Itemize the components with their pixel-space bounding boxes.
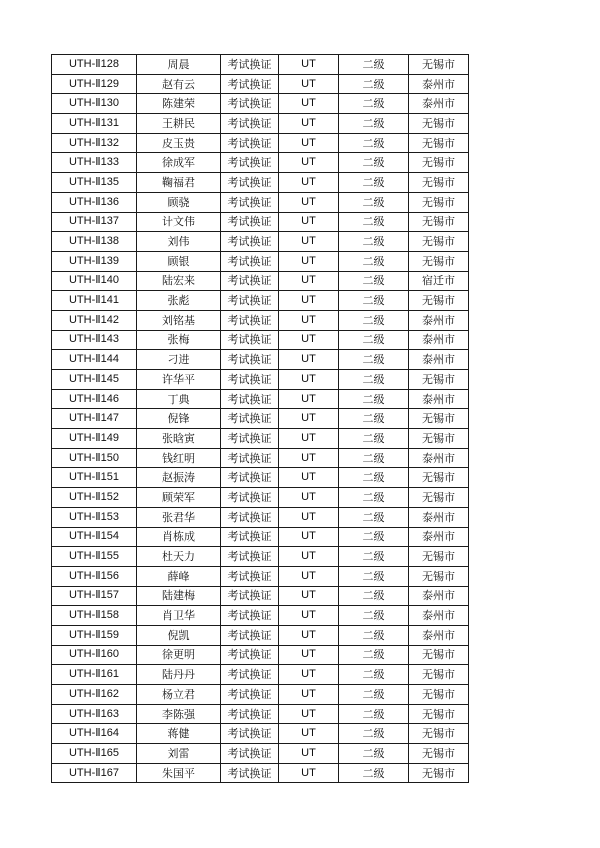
level-cell: 二级 [339,389,409,409]
table-body [52,55,469,783]
table-row [52,74,469,94]
person-name-cell: 倪锋 [137,409,221,429]
person-name-cell: 肖栋成 [137,527,221,547]
table-row [52,448,469,468]
person-name-cell: 薛峰 [137,566,221,586]
level-cell: 二级 [339,74,409,94]
method-cell: UT [279,271,339,291]
level-cell: 二级 [339,153,409,173]
table-row [52,330,469,350]
certificate-number-cell: UTH-Ⅱ159 [52,625,137,645]
table-row [52,429,469,449]
level-cell: 二级 [339,645,409,665]
city-cell: 无锡市 [409,173,469,193]
certificate-number-cell: UTH-Ⅱ132 [52,133,137,153]
table-row [52,547,469,567]
exam-type-cell: 考试换证 [221,114,279,134]
level-cell: 二级 [339,350,409,370]
city-cell: 泰州市 [409,448,469,468]
method-cell: UT [279,409,339,429]
person-name-cell: 肖卫华 [137,606,221,626]
certificate-number-cell: UTH-Ⅱ136 [52,192,137,212]
exam-type-cell: 考试换证 [221,330,279,350]
level-cell: 二级 [339,724,409,744]
city-cell: 泰州市 [409,74,469,94]
certificate-table [51,54,469,783]
level-cell: 二级 [339,114,409,134]
person-name-cell: 王耕民 [137,114,221,134]
exam-type-cell: 考试换证 [221,271,279,291]
table-row [52,271,469,291]
certificate-number-cell: UTH-Ⅱ130 [52,94,137,114]
method-cell: UT [279,192,339,212]
city-cell: 泰州市 [409,310,469,330]
exam-type-cell: 考试换证 [221,212,279,232]
certificate-number-cell: UTH-Ⅱ129 [52,74,137,94]
person-name-cell: 刘伟 [137,232,221,252]
certificate-number-cell: UTH-Ⅱ164 [52,724,137,744]
method-cell: UT [279,232,339,252]
exam-type-cell: 考试换证 [221,763,279,783]
certificate-number-cell: UTH-Ⅱ147 [52,409,137,429]
table-row [52,251,469,271]
city-cell: 无锡市 [409,724,469,744]
certificate-number-cell: UTH-Ⅱ167 [52,763,137,783]
certificate-number-cell: UTH-Ⅱ150 [52,448,137,468]
exam-type-cell: 考试换证 [221,153,279,173]
method-cell: UT [279,665,339,685]
certificate-number-cell: UTH-Ⅱ157 [52,586,137,606]
level-cell: 二级 [339,685,409,705]
certificate-number-cell: UTH-Ⅱ142 [52,310,137,330]
certificate-number-cell: UTH-Ⅱ151 [52,468,137,488]
person-name-cell: 丁典 [137,389,221,409]
certificate-number-cell: UTH-Ⅱ135 [52,173,137,193]
table-row [52,133,469,153]
city-cell: 无锡市 [409,685,469,705]
city-cell: 无锡市 [409,645,469,665]
level-cell: 二级 [339,468,409,488]
certificate-number-cell: UTH-Ⅱ145 [52,370,137,390]
city-cell: 无锡市 [409,251,469,271]
method-cell: UT [279,685,339,705]
city-cell: 无锡市 [409,665,469,685]
method-cell: UT [279,724,339,744]
level-cell: 二级 [339,370,409,390]
city-cell: 无锡市 [409,192,469,212]
exam-type-cell: 考试换证 [221,133,279,153]
certificate-number-cell: UTH-Ⅱ144 [52,350,137,370]
city-cell: 无锡市 [409,212,469,232]
city-cell: 泰州市 [409,625,469,645]
table-row [52,744,469,764]
method-cell: UT [279,74,339,94]
exam-type-cell: 考试换证 [221,448,279,468]
method-cell: UT [279,586,339,606]
person-name-cell: 鞠福君 [137,173,221,193]
exam-type-cell: 考试换证 [221,586,279,606]
city-cell: 泰州市 [409,507,469,527]
table-row [52,704,469,724]
certificate-number-cell: UTH-Ⅱ162 [52,685,137,705]
exam-type-cell: 考试换证 [221,291,279,311]
exam-type-cell: 考试换证 [221,55,279,75]
certificate-number-cell: UTH-Ⅱ146 [52,389,137,409]
level-cell: 二级 [339,625,409,645]
exam-type-cell: 考试换证 [221,350,279,370]
city-cell: 泰州市 [409,350,469,370]
person-name-cell: 刘铭基 [137,310,221,330]
exam-type-cell: 考试换证 [221,724,279,744]
city-cell: 无锡市 [409,291,469,311]
level-cell: 二级 [339,271,409,291]
method-cell: UT [279,429,339,449]
person-name-cell: 倪凯 [137,625,221,645]
person-name-cell: 计文伟 [137,212,221,232]
exam-type-cell: 考试换证 [221,507,279,527]
level-cell: 二级 [339,55,409,75]
method-cell: UT [279,606,339,626]
table-row [52,192,469,212]
person-name-cell: 张梅 [137,330,221,350]
exam-type-cell: 考试换证 [221,468,279,488]
city-cell: 无锡市 [409,55,469,75]
exam-type-cell: 考试换证 [221,704,279,724]
level-cell: 二级 [339,763,409,783]
exam-type-cell: 考试换证 [221,389,279,409]
method-cell: UT [279,370,339,390]
level-cell: 二级 [339,409,409,429]
table-row [52,291,469,311]
level-cell: 二级 [339,429,409,449]
table-row [52,507,469,527]
city-cell: 无锡市 [409,232,469,252]
table-row [52,173,469,193]
city-cell: 无锡市 [409,744,469,764]
certificate-number-cell: UTH-Ⅱ138 [52,232,137,252]
table-row [52,212,469,232]
method-cell: UT [279,330,339,350]
method-cell: UT [279,55,339,75]
city-cell: 宿迁市 [409,271,469,291]
certificate-number-cell: UTH-Ⅱ160 [52,645,137,665]
level-cell: 二级 [339,173,409,193]
method-cell: UT [279,291,339,311]
level-cell: 二级 [339,488,409,508]
method-cell: UT [279,566,339,586]
certificate-number-cell: UTH-Ⅱ128 [52,55,137,75]
level-cell: 二级 [339,310,409,330]
method-cell: UT [279,251,339,271]
table-row [52,685,469,705]
level-cell: 二级 [339,448,409,468]
level-cell: 二级 [339,251,409,271]
level-cell: 二级 [339,507,409,527]
person-name-cell: 周晨 [137,55,221,75]
method-cell: UT [279,94,339,114]
city-cell: 泰州市 [409,527,469,547]
exam-type-cell: 考试换证 [221,744,279,764]
table-row [52,468,469,488]
method-cell: UT [279,625,339,645]
person-name-cell: 张君华 [137,507,221,527]
person-name-cell: 顾银 [137,251,221,271]
table-row [52,586,469,606]
certificate-number-cell: UTH-Ⅱ155 [52,547,137,567]
city-cell: 无锡市 [409,114,469,134]
certificate-number-cell: UTH-Ⅱ152 [52,488,137,508]
table-row [52,153,469,173]
method-cell: UT [279,133,339,153]
method-cell: UT [279,173,339,193]
level-cell: 二级 [339,586,409,606]
table-row [52,527,469,547]
person-name-cell: 赵振涛 [137,468,221,488]
method-cell: UT [279,350,339,370]
person-name-cell: 刘雷 [137,744,221,764]
exam-type-cell: 考试换证 [221,547,279,567]
exam-type-cell: 考试换证 [221,370,279,390]
certificate-number-cell: UTH-Ⅱ161 [52,665,137,685]
level-cell: 二级 [339,291,409,311]
level-cell: 二级 [339,133,409,153]
certificate-number-cell: UTH-Ⅱ149 [52,429,137,449]
exam-type-cell: 考试换证 [221,488,279,508]
city-cell: 泰州市 [409,606,469,626]
exam-type-cell: 考试换证 [221,685,279,705]
person-name-cell: 顾荣军 [137,488,221,508]
level-cell: 二级 [339,330,409,350]
person-name-cell: 杨立君 [137,685,221,705]
table-row [52,409,469,429]
city-cell: 无锡市 [409,566,469,586]
certificate-number-cell: UTH-Ⅱ141 [52,291,137,311]
person-name-cell: 朱国平 [137,763,221,783]
certificate-number-cell: UTH-Ⅱ158 [52,606,137,626]
city-cell: 无锡市 [409,429,469,449]
exam-type-cell: 考试换证 [221,192,279,212]
person-name-cell: 徐成军 [137,153,221,173]
city-cell: 无锡市 [409,409,469,429]
method-cell: UT [279,488,339,508]
exam-type-cell: 考试换证 [221,74,279,94]
table-row [52,625,469,645]
exam-type-cell: 考试换证 [221,665,279,685]
person-name-cell: 皮玉贵 [137,133,221,153]
level-cell: 二级 [339,566,409,586]
level-cell: 二级 [339,192,409,212]
certificate-number-cell: UTH-Ⅱ131 [52,114,137,134]
table-row [52,55,469,75]
city-cell: 无锡市 [409,468,469,488]
method-cell: UT [279,547,339,567]
table-row [52,724,469,744]
person-name-cell: 陆丹丹 [137,665,221,685]
exam-type-cell: 考试换证 [221,429,279,449]
person-name-cell: 徐更明 [137,645,221,665]
table-row [52,94,469,114]
method-cell: UT [279,507,339,527]
city-cell: 无锡市 [409,153,469,173]
method-cell: UT [279,645,339,665]
certificate-number-cell: UTH-Ⅱ137 [52,212,137,232]
person-name-cell: 李陈强 [137,704,221,724]
person-name-cell: 陈建荣 [137,94,221,114]
method-cell: UT [279,310,339,330]
method-cell: UT [279,389,339,409]
table-row [52,370,469,390]
city-cell: 无锡市 [409,488,469,508]
exam-type-cell: 考试换证 [221,94,279,114]
level-cell: 二级 [339,547,409,567]
table-row [52,350,469,370]
city-cell: 泰州市 [409,586,469,606]
method-cell: UT [279,744,339,764]
person-name-cell: 蒋健 [137,724,221,744]
level-cell: 二级 [339,744,409,764]
table-row [52,645,469,665]
city-cell: 泰州市 [409,94,469,114]
level-cell: 二级 [339,606,409,626]
level-cell: 二级 [339,704,409,724]
certificate-sheet [51,54,469,783]
certificate-number-cell: UTH-Ⅱ143 [52,330,137,350]
exam-type-cell: 考试换证 [221,527,279,547]
person-name-cell: 陆建梅 [137,586,221,606]
city-cell: 无锡市 [409,704,469,724]
person-name-cell: 刁进 [137,350,221,370]
certificate-number-cell: UTH-Ⅱ154 [52,527,137,547]
city-cell: 无锡市 [409,370,469,390]
person-name-cell: 张彪 [137,291,221,311]
certificate-number-cell: UTH-Ⅱ153 [52,507,137,527]
table-row [52,606,469,626]
table-row [52,232,469,252]
method-cell: UT [279,704,339,724]
exam-type-cell: 考试换证 [221,173,279,193]
table-row [52,389,469,409]
exam-type-cell: 考试换证 [221,645,279,665]
exam-type-cell: 考试换证 [221,566,279,586]
person-name-cell: 杜天力 [137,547,221,567]
certificate-number-cell: UTH-Ⅱ156 [52,566,137,586]
city-cell: 无锡市 [409,133,469,153]
person-name-cell: 顾骁 [137,192,221,212]
certificate-number-cell: UTH-Ⅱ140 [52,271,137,291]
level-cell: 二级 [339,232,409,252]
certificate-number-cell: UTH-Ⅱ163 [52,704,137,724]
table-row [52,310,469,330]
person-name-cell: 钱红明 [137,448,221,468]
method-cell: UT [279,114,339,134]
certificate-number-cell: UTH-Ⅱ165 [52,744,137,764]
exam-type-cell: 考试换证 [221,606,279,626]
exam-type-cell: 考试换证 [221,251,279,271]
level-cell: 二级 [339,665,409,685]
method-cell: UT [279,468,339,488]
certificate-number-cell: UTH-Ⅱ133 [52,153,137,173]
table-row [52,488,469,508]
method-cell: UT [279,527,339,547]
method-cell: UT [279,763,339,783]
person-name-cell: 赵有云 [137,74,221,94]
certificate-number-cell: UTH-Ⅱ139 [52,251,137,271]
table-row [52,114,469,134]
city-cell: 泰州市 [409,389,469,409]
method-cell: UT [279,153,339,173]
exam-type-cell: 考试换证 [221,310,279,330]
city-cell: 无锡市 [409,763,469,783]
level-cell: 二级 [339,527,409,547]
method-cell: UT [279,448,339,468]
city-cell: 泰州市 [409,330,469,350]
person-name-cell: 陆宏来 [137,271,221,291]
exam-type-cell: 考试换证 [221,625,279,645]
method-cell: UT [279,212,339,232]
person-name-cell: 张晗寅 [137,429,221,449]
table-row [52,566,469,586]
person-name-cell: 许华平 [137,370,221,390]
city-cell: 无锡市 [409,547,469,567]
level-cell: 二级 [339,212,409,232]
exam-type-cell: 考试换证 [221,232,279,252]
table-row [52,763,469,783]
level-cell: 二级 [339,94,409,114]
table-row [52,665,469,685]
exam-type-cell: 考试换证 [221,409,279,429]
